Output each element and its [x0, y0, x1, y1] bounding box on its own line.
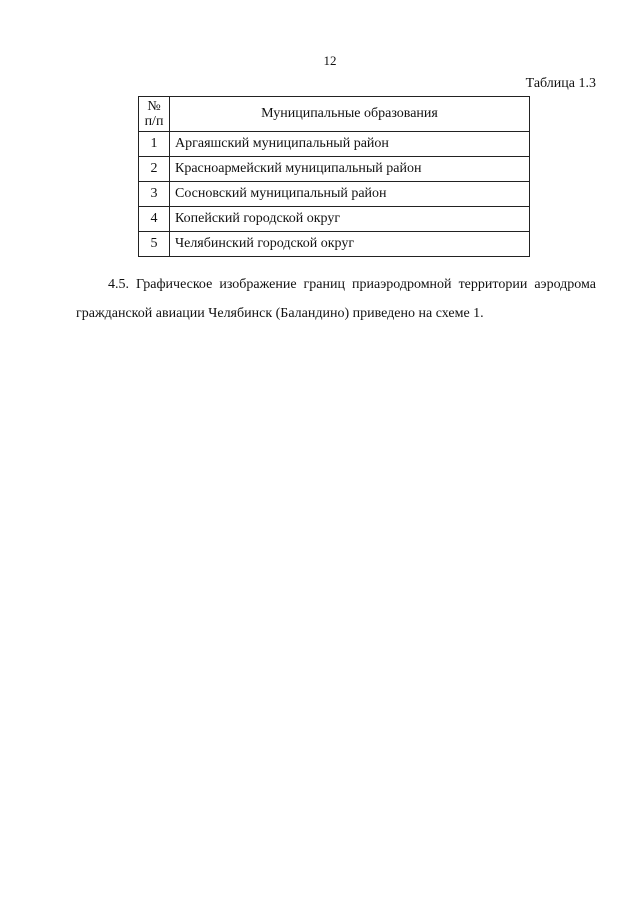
row-name: Копейский городской округ	[170, 207, 530, 232]
row-number: 1	[139, 132, 170, 157]
body-paragraph: 4.5. Графическое изображение границ приаэродромной территории аэродрома гражданской авиации Челябинск (Баландино) приведено на схеме 1.	[76, 277, 596, 321]
table-row	[139, 207, 530, 232]
row-name: Аргаяшский муниципальный район	[170, 132, 530, 157]
row-number: 4	[139, 207, 170, 232]
table-row	[139, 132, 530, 157]
municipalities-table	[138, 96, 530, 257]
row-number: 5	[139, 232, 170, 257]
page-number: 12	[323, 53, 337, 68]
row-number: 3	[139, 182, 170, 207]
header-number-symbol: №	[147, 99, 161, 114]
table-row	[139, 182, 530, 207]
table-label: Таблица 1.3	[525, 76, 596, 91]
table-header-row	[139, 97, 530, 132]
header-name: Муниципальные образования	[170, 97, 530, 132]
row-name: Челябинский городской округ	[170, 232, 530, 257]
header-number-abbrev: п/п	[144, 114, 164, 129]
table-row	[139, 232, 530, 257]
row-name: Сосновский муниципальный район	[170, 182, 530, 207]
header-number	[139, 97, 170, 132]
row-number: 2	[139, 157, 170, 182]
row-name: Красноармейский муниципальный район	[170, 157, 530, 182]
table-row	[139, 157, 530, 182]
